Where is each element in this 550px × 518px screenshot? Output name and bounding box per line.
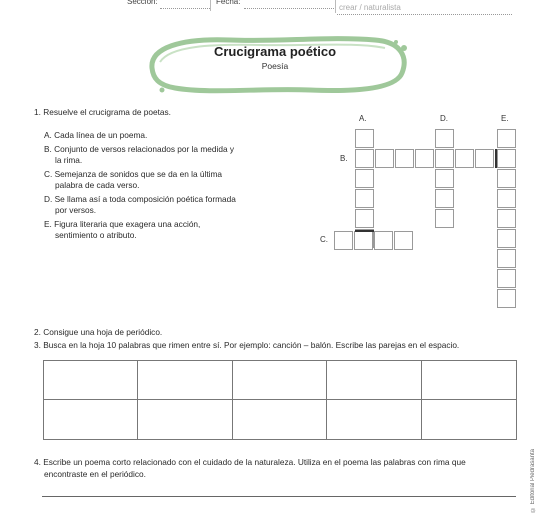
page-subtitle: Poesía — [261, 61, 289, 71]
crossword-label-e: E. — [501, 114, 509, 123]
crossword-cell[interactable] — [497, 129, 516, 148]
header-divider-2 — [335, 0, 336, 13]
crossword-cell[interactable] — [455, 149, 474, 168]
crossword-start-mark — [495, 149, 497, 168]
section-field[interactable] — [160, 8, 210, 9]
crossword-cell[interactable] — [497, 229, 516, 248]
rhyme-pair-cell[interactable] — [233, 400, 327, 439]
clue-e: E. Figura literaria que exagera una acción, — [44, 219, 201, 229]
poem-writing-line[interactable] — [42, 496, 516, 497]
header-rule — [337, 14, 512, 15]
clue-a: A. Cada línea de un poema. — [44, 130, 148, 140]
q1-instruction: 1. Resuelve el crucigrama de poetas. — [34, 107, 171, 117]
crossword-cell[interactable] — [497, 149, 516, 168]
keywords-text: crear / naturalista — [339, 3, 401, 12]
crossword-cell[interactable] — [497, 249, 516, 268]
crossword-cell[interactable] — [375, 149, 394, 168]
crossword-cell[interactable] — [435, 169, 454, 188]
clue-c: C. Semejanza de sonidos que se da en la última — [44, 169, 223, 179]
clue-d-cont: por versos. — [55, 205, 97, 215]
crossword-cell[interactable] — [394, 231, 413, 250]
rhyme-pair-cell[interactable] — [44, 361, 138, 400]
clue-c-cont: palabra de cada verso. — [55, 180, 140, 190]
crossword-cell[interactable] — [435, 209, 454, 228]
crossword-start-mark — [355, 230, 374, 232]
header-divider — [210, 0, 211, 11]
rhyme-pair-cell[interactable] — [138, 361, 232, 400]
rhyme-pair-cell[interactable] — [138, 400, 232, 439]
q2-instruction: 2. Consigue una hoja de periódico. — [34, 327, 163, 337]
crossword-cell[interactable] — [354, 231, 373, 250]
clue-b-cont: la rima. — [55, 155, 83, 165]
publisher-credit: © Editorial Piedrasanta — [530, 448, 536, 512]
page-title: Crucigrama poético — [213, 44, 337, 59]
crossword-cell[interactable] — [497, 209, 516, 228]
date-label: Fecha: — [216, 0, 241, 6]
crossword-label-d: D. — [440, 114, 448, 123]
clue-b: B. Conjunto de versos relacionados por la medida y — [44, 144, 235, 154]
crossword-cell[interactable] — [435, 189, 454, 208]
crossword-cell[interactable] — [355, 169, 374, 188]
rhyme-pair-cell[interactable] — [44, 400, 138, 439]
crossword-cell[interactable] — [475, 149, 494, 168]
crossword-cell[interactable] — [435, 149, 454, 168]
crossword-label-b: B. — [340, 154, 348, 163]
crossword-cell[interactable] — [497, 269, 516, 288]
crossword-cell[interactable] — [334, 231, 353, 250]
rhyme-pair-cell[interactable] — [327, 361, 421, 400]
crossword-cell[interactable] — [497, 289, 516, 308]
clue-e-cont: sentimiento o atributo. — [55, 230, 137, 240]
crossword-cell[interactable] — [355, 189, 374, 208]
crossword-cell[interactable] — [415, 149, 434, 168]
crossword-cell[interactable] — [435, 129, 454, 148]
rhyme-pairs-table — [43, 360, 517, 440]
crossword-cell[interactable] — [497, 169, 516, 188]
q4-instruction-line2: encontraste en el periódico. — [44, 469, 146, 479]
crossword-cell[interactable] — [374, 231, 393, 250]
date-field[interactable] — [244, 8, 334, 9]
q4-instruction-line1: 4. Escribe un poema corto relacionado con el cuidado de la naturaleza. Utiliza en el poema las palabras con rima que — [34, 457, 466, 467]
crossword-label-c: C. — [320, 235, 328, 244]
rhyme-pair-cell[interactable] — [233, 361, 327, 400]
crossword-label-a: A. — [359, 114, 367, 123]
q3-instruction: 3. Busca en la hoja 10 palabras que rimen entre sí. Por ejemplo: canción – balón. Escribe las parejas en el espacio. — [34, 340, 460, 350]
section-label: Sección: — [127, 0, 158, 6]
crossword-cell[interactable] — [497, 189, 516, 208]
rhyme-pair-cell[interactable] — [327, 400, 421, 439]
rhyme-pair-cell[interactable] — [422, 361, 516, 400]
crossword-cell[interactable] — [355, 149, 374, 168]
rhyme-pair-cell[interactable] — [422, 400, 516, 439]
crossword-cell[interactable] — [355, 129, 374, 148]
crossword-cell[interactable] — [355, 209, 374, 228]
crossword-cell[interactable] — [395, 149, 414, 168]
clue-d: D. Se llama así a toda composición poética formada — [44, 194, 236, 204]
